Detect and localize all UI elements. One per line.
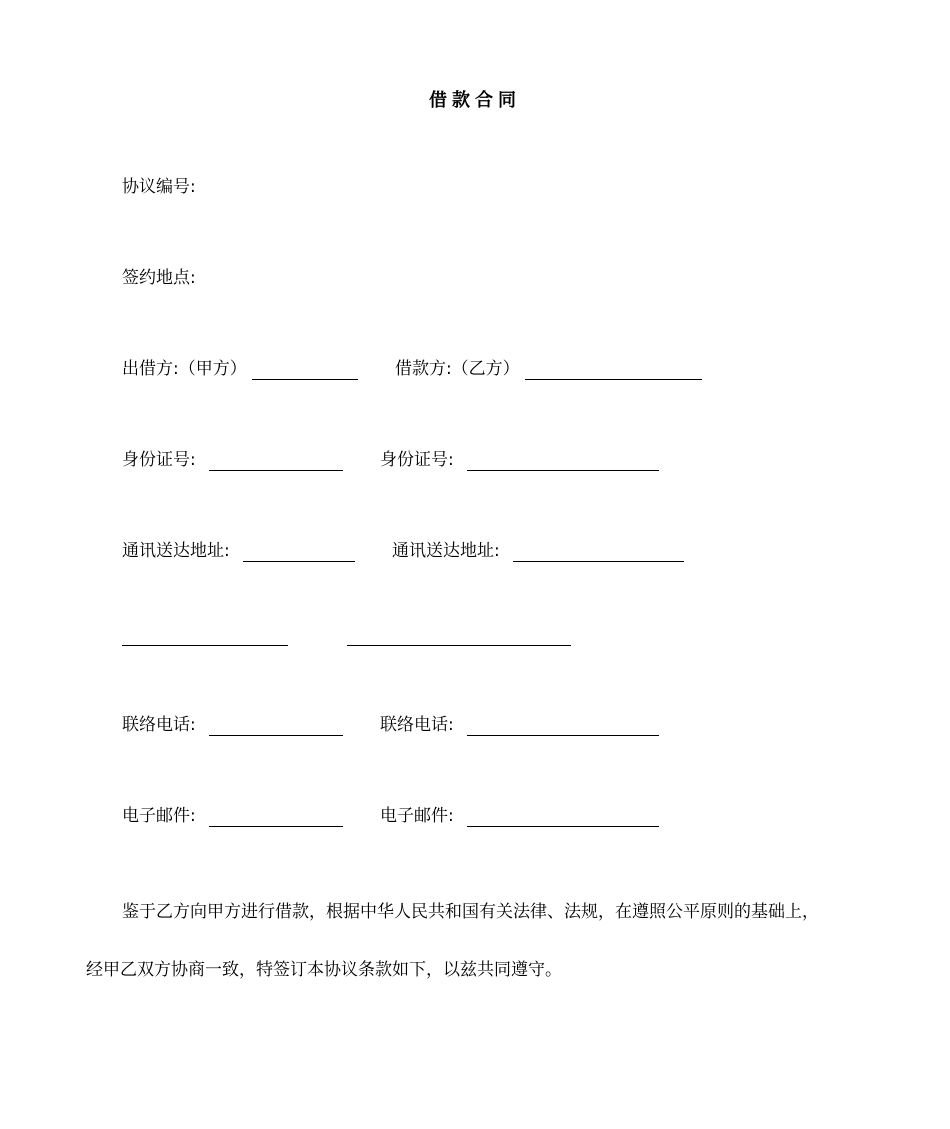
id-number-borrower-blank (467, 451, 659, 471)
email-lender-label: 电子邮件: (122, 806, 196, 826)
email-row (122, 805, 659, 827)
address-borrower-blank-2 (347, 626, 571, 646)
borrower-blank (525, 360, 702, 380)
preamble-line-2: 经甲乙双方协商一致，特签订本协议条款如下，以兹共同遵守。 (86, 960, 562, 980)
phone-lender-blank (209, 716, 343, 736)
address-row (122, 540, 684, 562)
phone-lender-label: 联络电话: (122, 715, 196, 735)
parties-row (122, 358, 702, 380)
address-lender-blank-2 (122, 626, 288, 646)
id-number-borrower-label: 身份证号: (379, 450, 454, 470)
address-borrower-label: 通讯送达地址: (391, 541, 500, 561)
document-title: 借款合同 (429, 90, 521, 111)
email-borrower-label: 电子邮件: (379, 806, 454, 826)
email-borrower-blank (467, 807, 659, 827)
phone-borrower-label: 联络电话: (379, 715, 454, 735)
email-lender-blank (209, 807, 343, 827)
borrower-label: 借款方:（乙方） (394, 359, 520, 379)
lender-blank (252, 360, 358, 380)
phone-borrower-blank (467, 716, 659, 736)
id-number-row (122, 449, 659, 471)
address-lender-blank (243, 542, 355, 562)
preamble-line-1: 鉴于乙方向甲方进行借款，根据中华人民共和国有关法律、法规，在遵照公平原则的基础上， (122, 902, 819, 922)
id-number-lender-label: 身份证号: (122, 450, 196, 470)
phone-row (122, 714, 659, 736)
address-borrower-blank (513, 542, 684, 562)
agreement-number-label: 协议编号: (122, 177, 196, 197)
id-number-lender-blank (209, 451, 343, 471)
sign-place-label: 签约地点: (122, 268, 196, 288)
sign-place-row (122, 267, 196, 289)
address-lender-label: 通讯送达地址: (122, 541, 230, 561)
address-continuation-row (122, 624, 571, 646)
lender-label: 出借方:（甲方） (122, 359, 247, 379)
agreement-number-row (122, 176, 196, 198)
